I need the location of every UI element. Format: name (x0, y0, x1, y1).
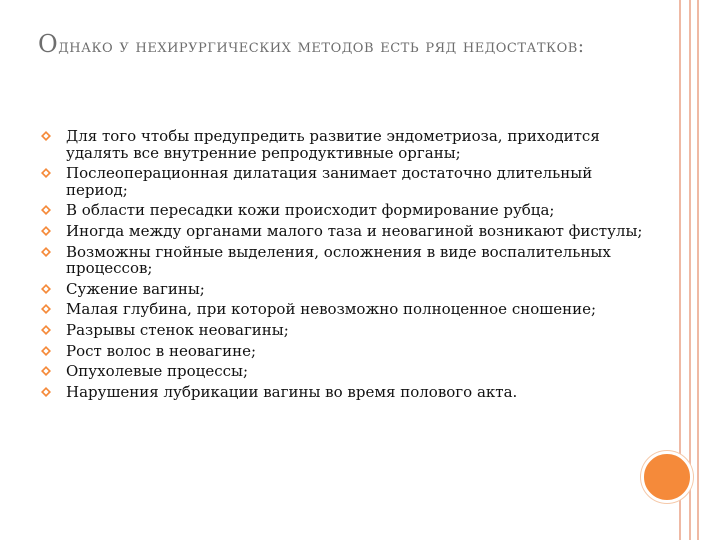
list-item (38, 384, 658, 401)
slide-title-initial: О (38, 30, 59, 58)
list-item-text: В области пересадки кожи происходит формирование рубца; (66, 201, 555, 220)
list-item (38, 343, 658, 360)
list-item (38, 202, 658, 219)
diamond-bullet-icon (40, 365, 52, 377)
diamond-bullet-icon (40, 303, 52, 315)
list-item-text: Для того чтобы предупредить развитие эндометриоза, приходится удалять все внутренние репродуктивные органы; (66, 127, 600, 162)
decorative-circle (641, 451, 693, 503)
diamond-bullet-icon (40, 386, 52, 398)
diamond-bullet-icon (40, 246, 52, 258)
list-item (38, 128, 658, 161)
list-item (38, 165, 658, 198)
decorative-line (697, 0, 699, 540)
list-item (38, 322, 658, 339)
bullet-list (38, 128, 658, 404)
list-item-text: Разрывы стенок неовагины; (66, 320, 289, 339)
list-item-text: Послеоперационная дилатация занимает достаточно длительный период; (66, 164, 593, 199)
slide-title-rest: днако у нехирургических методов есть ряд недостатков: (58, 36, 585, 57)
list-item-text: Опухолевые процессы; (66, 362, 248, 381)
diamond-bullet-icon (40, 324, 52, 336)
diamond-bullet-icon (40, 225, 52, 237)
list-item (38, 223, 658, 240)
list-item (38, 363, 658, 380)
list-item-text: Малая глубина, при которой невозможно полноценное сношение; (66, 300, 597, 319)
list-item (38, 244, 658, 277)
list-item-text: Рост волос в неовагине; (66, 341, 257, 360)
diamond-bullet-icon (40, 345, 52, 357)
list-item-text: Нарушения лубрикации вагины во время полового акта. (66, 382, 518, 401)
diamond-bullet-icon (40, 167, 52, 179)
list-item-text: Сужение вагины; (66, 279, 205, 298)
list-item (38, 301, 658, 318)
list-item (38, 281, 658, 298)
diamond-bullet-icon (40, 130, 52, 142)
slide-title (38, 26, 638, 65)
diamond-bullet-icon (40, 283, 52, 295)
list-item-text: Возможны гнойные выделения, осложнения в виде воспалительных процессов; (66, 242, 611, 278)
diamond-bullet-icon (40, 204, 52, 216)
decorative-line (689, 0, 691, 540)
list-item-text: Иногда между органами малого таза и неовагиной возникают фистулы; (66, 221, 643, 240)
